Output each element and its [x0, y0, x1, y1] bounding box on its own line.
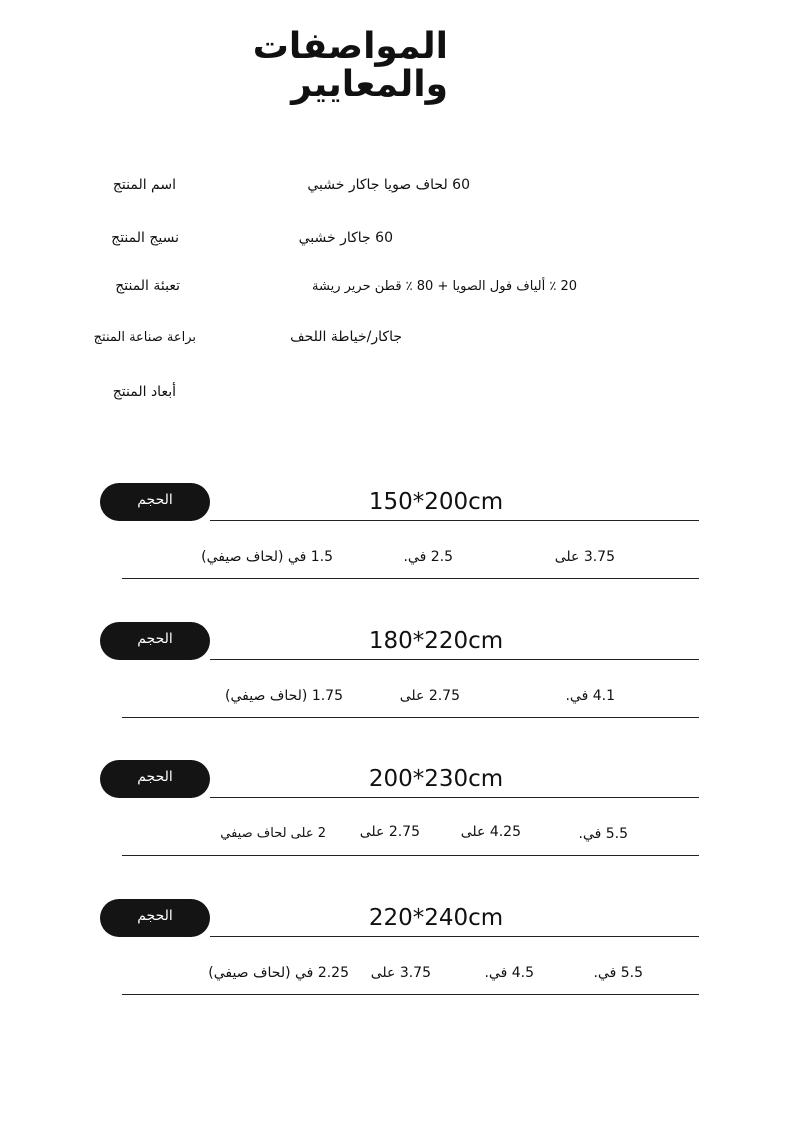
spec-label-dimensions: أبعاد المنتج — [112, 384, 176, 400]
weight-option: 2.25 في (لحاف صيفي) — [208, 965, 349, 981]
size-dimension: 220*240cm — [368, 905, 504, 931]
weight-option: 2.75 على — [359, 824, 420, 840]
size-badge: الحجم — [100, 899, 210, 937]
spec-label-craft: براعة صناعة المنتج — [93, 330, 196, 345]
weight-option: 4.25 على — [460, 824, 521, 840]
size-block-200x230 — [0, 760, 790, 880]
divider — [122, 717, 699, 718]
spec-value-craft: جاكار/خياطة اللحف — [290, 329, 402, 345]
spec-label-name: اسم المنتج — [112, 177, 176, 193]
weight-option: 4.5 في. — [484, 965, 534, 981]
page-title-line-2: والمعايير — [291, 64, 448, 105]
divider — [210, 659, 699, 660]
spec-label-filling: تعبئة المنتج — [115, 278, 180, 294]
weight-option: 3.75 على — [554, 549, 615, 565]
weight-option: 1.5 في (لحاف صيفي) — [201, 549, 333, 565]
size-dimension: 150*200cm — [368, 489, 504, 515]
weight-option: 3.75 على — [370, 965, 431, 981]
size-dimension: 180*220cm — [368, 628, 504, 654]
weight-option: 2.75 على — [399, 688, 460, 704]
page-title-line-1: المواصفات — [252, 26, 448, 67]
weight-option: 1.75 (لحاف صيفي) — [225, 688, 343, 704]
size-badge: الحجم — [100, 760, 210, 798]
divider — [210, 520, 699, 521]
divider — [210, 936, 699, 937]
weight-option: 2.5 في. — [403, 549, 453, 565]
divider — [122, 578, 699, 579]
size-badge: الحجم — [100, 622, 210, 660]
size-badge: الحجم — [100, 483, 210, 521]
size-dimension: 200*230cm — [368, 766, 504, 792]
divider — [122, 855, 699, 856]
size-block-220x240 — [0, 899, 790, 1019]
weight-option: 5.5 في. — [593, 965, 643, 981]
weight-option: 5.5 في. — [578, 826, 628, 842]
spec-label-fabric: نسيج المنتج — [111, 230, 179, 246]
divider — [210, 797, 699, 798]
spec-value-filling: 20 ٪ ألياف فول الصويا + 80 ٪ قطن حرير ريشة — [312, 279, 577, 294]
spec-value-name: 60 لحاف صويا جاكار خشبي — [307, 177, 470, 193]
spec-value-fabric: 60 جاكار خشبي — [298, 230, 393, 246]
size-block-180x220 — [0, 622, 790, 742]
weight-option: 4.1 في. — [565, 688, 615, 704]
weight-option: 2 على لحاف صيفي — [220, 826, 326, 841]
size-block-150x200 — [0, 483, 790, 603]
divider — [122, 994, 699, 995]
